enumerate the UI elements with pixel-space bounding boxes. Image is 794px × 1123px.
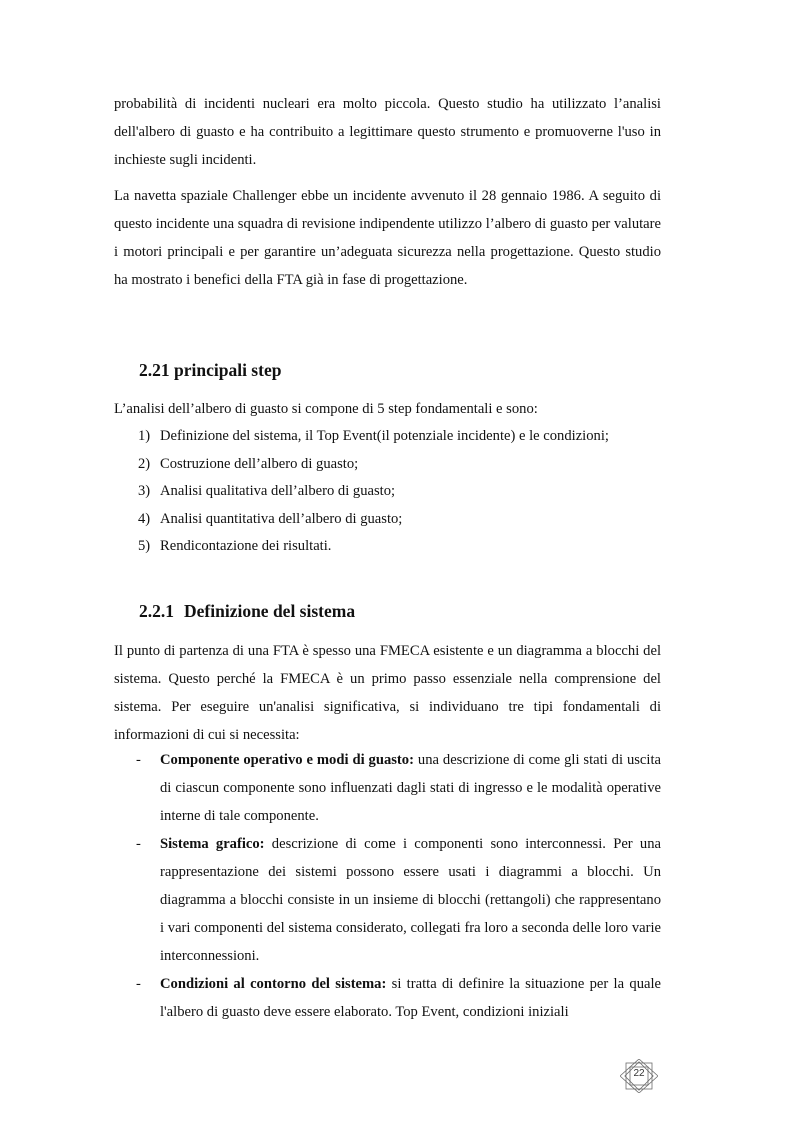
info-types-list bbox=[136, 746, 661, 1026]
paragraph-fta-start: Il punto di partenza di una FTA è spesso una FMECA esistente e un diagramma a blocchi del sistema. Questo perché la FMECA è un primo passo essenziale nella comprensione del sistema. Per eseguire un'analisi significativa, si individuano tre tipi fondamentali di informazioni di cui si necessita: bbox=[114, 643, 661, 743]
dash-bullet: - bbox=[136, 976, 141, 992]
list-item bbox=[138, 533, 661, 561]
section-title: Definizione del sistema bbox=[184, 601, 356, 621]
list-item bbox=[138, 423, 661, 451]
list-number: 3) bbox=[138, 483, 151, 500]
paragraph-nuclear-study: probabilità di incidenti nucleari era molto piccola. Questo studio ha utilizzato l’analisi dell'albero di guasto e ha contribuito a legittimare questo strumento e promuoverne l'uso in inchieste sugli incidenti. bbox=[114, 96, 661, 168]
steps-list bbox=[138, 423, 661, 561]
paragraph-challenger: La navetta spaziale Challenger ebbe un incidente avvenuto il 28 gennaio 1986. A seguito di questo incidente una squadra di revisione indipendente utilizzo l’albero di guasto per valutare i motori principali e per garantire un’adeguata sicurezza nella progettazione. Questo studio ha mostrato i benefici della FTA già in fase di progettazione. bbox=[114, 188, 661, 288]
list-text: Definizione del sistema, il Top Event(il potenziale incidente) e le condizioni; bbox=[160, 428, 609, 444]
list-number: 2) bbox=[138, 455, 151, 472]
list-number: 1) bbox=[138, 428, 151, 444]
list-text: Costruzione dell’albero di guasto; bbox=[160, 455, 359, 472]
list-item bbox=[136, 970, 661, 1026]
section-heading-2-2-1 bbox=[139, 597, 355, 625]
list-text: Analisi quantitativa dell’albero di guasto; bbox=[160, 510, 403, 527]
list-number: 4) bbox=[138, 510, 151, 527]
item-description: una descrizione di come gli stati di uscita di ciascun componente sono influenzati dagli stati di ingresso e le modalità operative interne di tale componente. bbox=[160, 752, 661, 824]
list-item bbox=[138, 506, 661, 534]
item-description: si tratta di definire la situazione per la quale l'albero di guasto deve essere elaborato. Top Event, condizioni iniziali bbox=[160, 976, 661, 1020]
item-description: descrizione di come i componenti sono interconnessi. Per una rappresentazione dei sistemi possono essere usati i diagrammi a blocchi. Un diagramma a blocchi consiste in un insieme di blocchi (rettangoli) che rappresentano i vari componenti del sistema considerato, collegati fra loro a seconda delle loro varie interconnessioni. bbox=[160, 836, 661, 964]
list-text bbox=[160, 830, 661, 970]
dash-bullet: - bbox=[136, 836, 141, 852]
steps-intro: L’analisi dell’albero di guasto si compone di 5 step fondamentali e sono: bbox=[114, 401, 538, 417]
list-item bbox=[138, 451, 661, 479]
item-term: Condizioni al contorno del sistema: bbox=[160, 976, 387, 992]
list-number: 5) bbox=[138, 538, 151, 555]
item-term: Sistema grafico: bbox=[160, 836, 265, 852]
section-heading-2-21: 2.21 principali step bbox=[139, 360, 282, 380]
page-number: 22 bbox=[633, 1068, 645, 1079]
list-text bbox=[160, 746, 661, 830]
page-number-badge bbox=[620, 1059, 658, 1093]
list-text bbox=[160, 970, 661, 1026]
list-item bbox=[136, 830, 661, 970]
list-item bbox=[138, 478, 661, 506]
list-item bbox=[136, 746, 661, 830]
dash-bullet: - bbox=[136, 752, 141, 768]
item-term: Componente operativo e modi di guasto: bbox=[160, 752, 414, 768]
list-text: Rendicontazione dei risultati. bbox=[160, 538, 332, 555]
list-text: Analisi qualitativa dell’albero di guasto; bbox=[160, 483, 396, 500]
section-number: 2.2.1 bbox=[139, 601, 174, 621]
